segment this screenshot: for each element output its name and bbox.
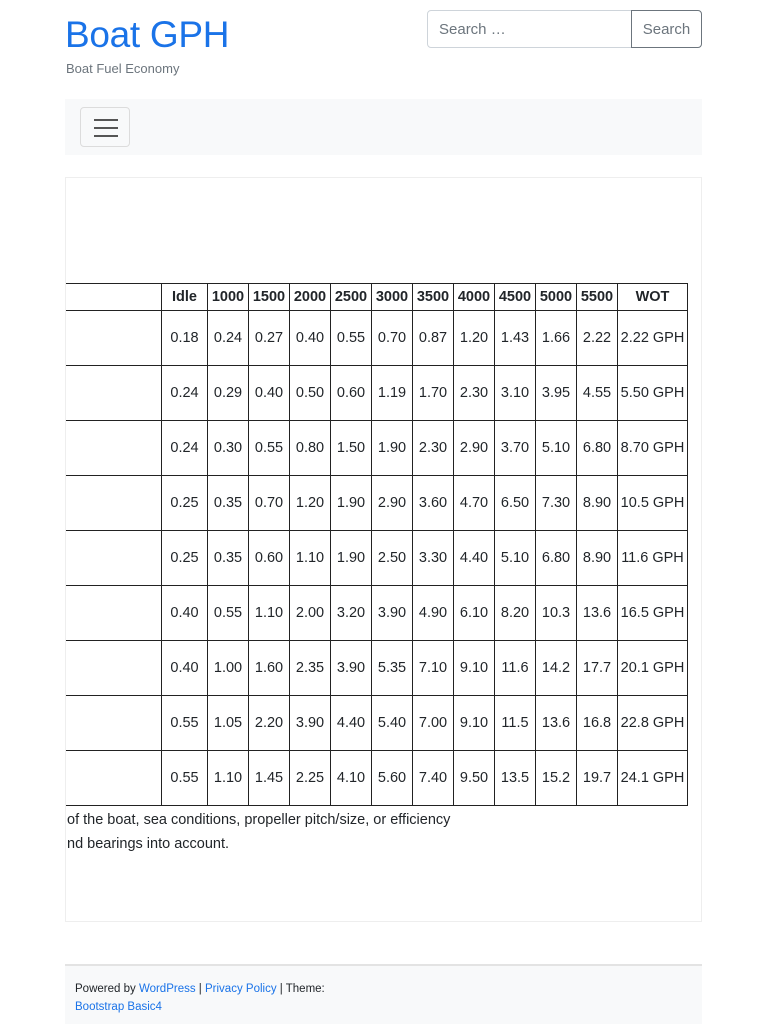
- wordpress-link[interactable]: WordPress: [138, 983, 196, 995]
- table-cell: 0.24: [162, 366, 208, 421]
- table-cell: 1.20: [290, 476, 331, 531]
- table-cell: 6.80: [577, 421, 618, 476]
- table-cell: 1.90: [331, 476, 372, 531]
- content-area: [65, 177, 702, 922]
- table-cell: 1.60: [249, 641, 290, 696]
- table-cell: 0.80: [290, 421, 331, 476]
- table-header-empty: [66, 284, 162, 311]
- table-cell: 3.60: [413, 476, 454, 531]
- table-cell: 11.5: [495, 696, 536, 751]
- table-cell: 0.25: [162, 531, 208, 586]
- table-cell: 5.10: [536, 421, 577, 476]
- table-cell: 1.19: [372, 366, 413, 421]
- table-cell: 5.10: [495, 531, 536, 586]
- table-cell: 5.40: [372, 696, 413, 751]
- table-header-cell: 3000: [372, 284, 413, 311]
- table-cell: 9.10: [454, 641, 495, 696]
- table-cell: 4.70: [454, 476, 495, 531]
- table-cell: 16.8: [577, 696, 618, 751]
- table-cell: 3.90: [290, 696, 331, 751]
- table-cell: 11.6: [495, 641, 536, 696]
- table-row: [66, 366, 688, 421]
- table-cell: 0.24: [162, 421, 208, 476]
- table-cell: 1.45: [249, 751, 290, 806]
- theme-label: | Theme:: [276, 983, 325, 995]
- table-cell: 19.7: [577, 751, 618, 806]
- table-cell: 1.90: [331, 531, 372, 586]
- table-cell: 0.35: [208, 531, 249, 586]
- table-cell: 4.40: [454, 531, 495, 586]
- table-cell: 0.60: [331, 366, 372, 421]
- table-cell: 0.60: [249, 531, 290, 586]
- row-label-cell: [66, 696, 162, 751]
- table-cell: 9.10: [454, 696, 495, 751]
- table-cell: 0.30: [208, 421, 249, 476]
- row-label-cell: [66, 421, 162, 476]
- table-cell: 1.43: [495, 311, 536, 366]
- table-row: [66, 531, 688, 586]
- table-cell: 0.50: [290, 366, 331, 421]
- table-header-cell: 2000: [290, 284, 331, 311]
- table-cell: 15.2: [536, 751, 577, 806]
- table-header-cell: WOT: [618, 284, 688, 311]
- table-cell: 1.90: [372, 421, 413, 476]
- table-header-cell: 5000: [536, 284, 577, 311]
- search-input[interactable]: [427, 10, 632, 48]
- table-cell: 0.70: [372, 311, 413, 366]
- table-cell: 1.05: [208, 696, 249, 751]
- table-cell: 1.10: [208, 751, 249, 806]
- site-footer: [65, 964, 702, 1024]
- table-cell: 7.40: [413, 751, 454, 806]
- table-cell: 1.50: [331, 421, 372, 476]
- table-cell: 20.1 GPH: [618, 641, 688, 696]
- table-cell: 3.90: [372, 586, 413, 641]
- table-cell: 7.30: [536, 476, 577, 531]
- table-cell: 10.5 GPH: [618, 476, 688, 531]
- table-cell: 0.40: [290, 311, 331, 366]
- table-cell: 2.30: [413, 421, 454, 476]
- table-cell: 13.5: [495, 751, 536, 806]
- table-cell: 2.30: [454, 366, 495, 421]
- table-cell: 3.90: [331, 641, 372, 696]
- table-cell: 1.10: [290, 531, 331, 586]
- table-cell: 1.66: [536, 311, 577, 366]
- theme-link[interactable]: Bootstrap Basic4: [75, 1001, 162, 1013]
- table-cell: 0.40: [162, 641, 208, 696]
- note-line: of the boat, sea conditions, propeller pitch/size, or efficiency: [67, 812, 451, 828]
- row-label-cell: [66, 751, 162, 806]
- table-cell: 2.50: [372, 531, 413, 586]
- row-label-cell: [66, 641, 162, 696]
- table-cell: 2.25: [290, 751, 331, 806]
- table-cell: 8.70 GPH: [618, 421, 688, 476]
- table-cell: 3.70: [495, 421, 536, 476]
- table-cell: 0.55: [249, 421, 290, 476]
- table-cell: 3.20: [331, 586, 372, 641]
- table-note: [67, 808, 450, 856]
- table-cell: 4.55: [577, 366, 618, 421]
- table-cell: 7.10: [413, 641, 454, 696]
- table-body: [66, 311, 688, 806]
- fuel-consumption-table: [66, 283, 688, 806]
- table-cell: 2.00: [290, 586, 331, 641]
- row-label-cell: [66, 366, 162, 421]
- footer-separator: |: [195, 983, 205, 995]
- table-cell: 24.1 GPH: [618, 751, 688, 806]
- table-row: [66, 751, 688, 806]
- table-cell: 2.90: [454, 421, 495, 476]
- table-cell: 2.35: [290, 641, 331, 696]
- table-cell: 0.25: [162, 476, 208, 531]
- table-cell: 3.10: [495, 366, 536, 421]
- table-cell: 0.40: [162, 586, 208, 641]
- table-cell: 4.10: [331, 751, 372, 806]
- table-header-row: [66, 284, 688, 311]
- table-row: [66, 696, 688, 751]
- table-row: [66, 641, 688, 696]
- table-cell: 2.22: [577, 311, 618, 366]
- table-row: [66, 476, 688, 531]
- table-cell: 6.10: [454, 586, 495, 641]
- table-cell: 6.80: [536, 531, 577, 586]
- table-header-cell: 4000: [454, 284, 495, 311]
- table-cell: 8.20: [495, 586, 536, 641]
- table-cell: 4.40: [331, 696, 372, 751]
- note-line: nd bearings into account.: [67, 836, 230, 852]
- table-cell: 11.6 GPH: [618, 531, 688, 586]
- table-cell: 0.55: [162, 696, 208, 751]
- table-cell: 0.24: [208, 311, 249, 366]
- table-cell: 8.90: [577, 531, 618, 586]
- table-cell: 14.2: [536, 641, 577, 696]
- table-cell: 17.7: [577, 641, 618, 696]
- table-cell: 0.29: [208, 366, 249, 421]
- table-cell: 3.95: [536, 366, 577, 421]
- table-cell: 0.27: [249, 311, 290, 366]
- table-row: [66, 421, 688, 476]
- site-title-link[interactable]: Boat GPH: [65, 14, 230, 55]
- row-label-cell: [66, 586, 162, 641]
- table-cell: 10.3: [536, 586, 577, 641]
- row-label-cell: [66, 531, 162, 586]
- search-button[interactable]: Search: [631, 10, 702, 48]
- table-cell: 1.10: [249, 586, 290, 641]
- table-header-cell: 5500: [577, 284, 618, 311]
- table-header-cell: Idle: [162, 284, 208, 311]
- table-cell: 1.70: [413, 366, 454, 421]
- table-cell: 5.35: [372, 641, 413, 696]
- table-cell: 22.8 GPH: [618, 696, 688, 751]
- table-header-cell: 1500: [249, 284, 290, 311]
- table-cell: 5.60: [372, 751, 413, 806]
- table-cell: 0.35: [208, 476, 249, 531]
- table-header-cell: 2500: [331, 284, 372, 311]
- table-cell: 1.20: [454, 311, 495, 366]
- table-cell: 0.70: [249, 476, 290, 531]
- table-row: [66, 586, 688, 641]
- table-cell: 8.90: [577, 476, 618, 531]
- table-cell: 1.00: [208, 641, 249, 696]
- table-cell: 5.50 GPH: [618, 366, 688, 421]
- table-cell: 16.5 GPH: [618, 586, 688, 641]
- table-cell: 7.00: [413, 696, 454, 751]
- table-cell: 2.20: [249, 696, 290, 751]
- table-cell: 13.6: [577, 586, 618, 641]
- table-cell: 2.22 GPH: [618, 311, 688, 366]
- table-header-cell: 4500: [495, 284, 536, 311]
- table-cell: 4.90: [413, 586, 454, 641]
- table-cell: 0.55: [208, 586, 249, 641]
- table-cell: 0.87: [413, 311, 454, 366]
- menu-toggle-button[interactable]: [80, 107, 130, 147]
- table-row: [66, 311, 688, 366]
- row-label-cell: [66, 476, 162, 531]
- table-cell: 13.6: [536, 696, 577, 751]
- privacy-policy-link[interactable]: Privacy Policy: [205, 983, 277, 995]
- table-cell: 0.55: [331, 311, 372, 366]
- row-label-cell: [66, 311, 162, 366]
- table-cell: 0.18: [162, 311, 208, 366]
- navbar: [65, 99, 702, 155]
- table-header-cell: 3500: [413, 284, 454, 311]
- table-cell: 3.30: [413, 531, 454, 586]
- table-cell: 9.50: [454, 751, 495, 806]
- site-tagline: Boat Fuel Economy: [66, 61, 180, 76]
- table-cell: 6.50: [495, 476, 536, 531]
- table-cell: 0.55: [162, 751, 208, 806]
- table-header-cell: 1000: [208, 284, 249, 311]
- powered-by-text: Powered by: [75, 983, 139, 995]
- table-cell: 2.90: [372, 476, 413, 531]
- table-cell: 0.40: [249, 366, 290, 421]
- search-form: [427, 10, 703, 48]
